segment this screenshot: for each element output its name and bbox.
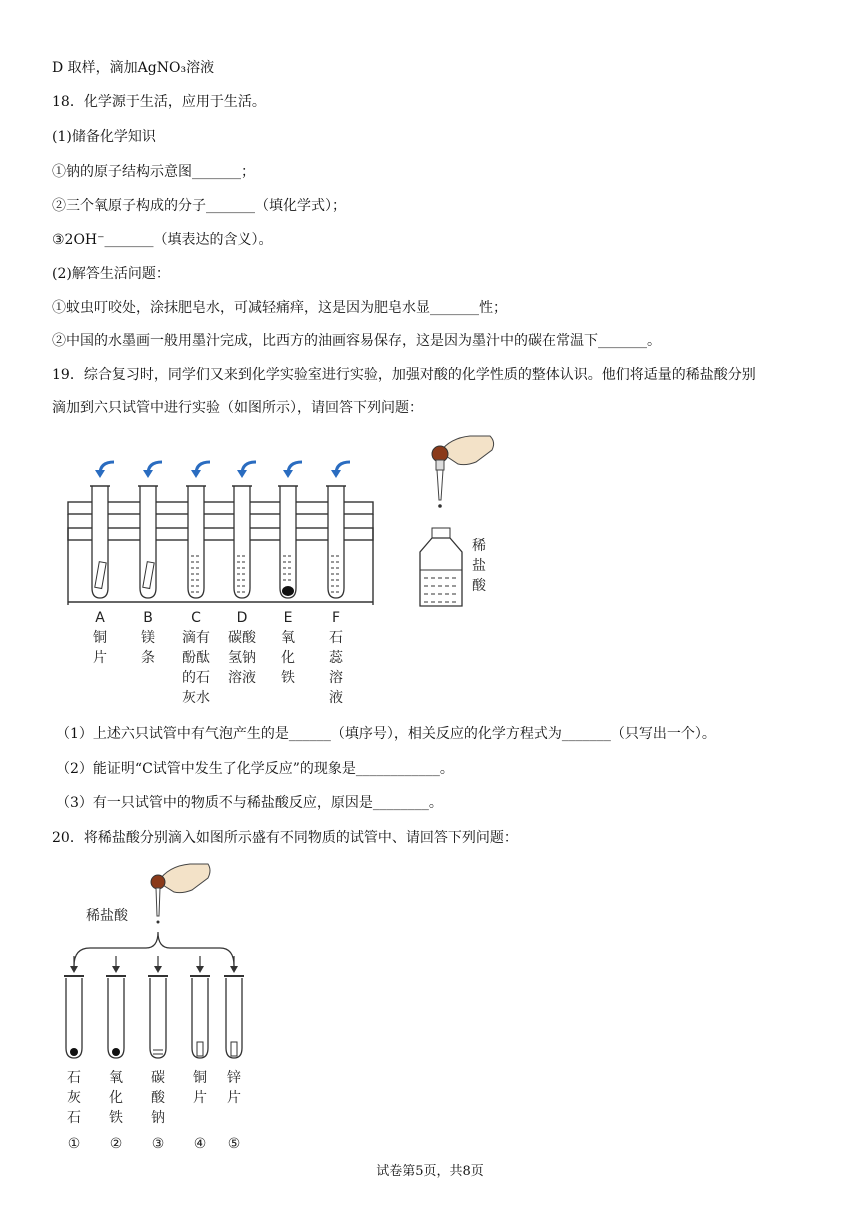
q20-tube-label: 石 xyxy=(67,1070,81,1086)
q20-tube-label: 碳 xyxy=(151,1070,165,1086)
q19-tube-letter: A xyxy=(95,610,105,626)
q19-rack xyxy=(68,502,373,605)
q19-tube-label: 条 xyxy=(141,650,155,666)
q20-tube-number: ④ xyxy=(193,1136,207,1152)
q19-tube-label: 化 xyxy=(281,650,295,666)
q20-tube-number: ① xyxy=(67,1136,81,1152)
q20-tube-number: ⑤ xyxy=(227,1136,241,1152)
q18-item-4: ①蚊虫叮咬处，涂抹肥皂水，可减轻痛痒，这是因为肥皂水显_______性； xyxy=(52,300,507,316)
q20-tube-label: 铜 xyxy=(193,1070,207,1086)
q18-part1-title: (1)储备化学知识 xyxy=(52,129,156,145)
acid-bottle-icon xyxy=(420,528,462,606)
hand-dropper-icon xyxy=(432,436,494,508)
q18-item-1: ①钠的原子结构示意图_______； xyxy=(52,164,255,180)
q19-question-1: （1）上述六只试管中有气泡产生的是______（填序号），相关反应的化学方程式为_______（只写出一个）。 xyxy=(56,726,716,742)
q20-tube-label: 铁 xyxy=(109,1110,123,1126)
q20-tube-5 xyxy=(224,956,244,1058)
q20-tube-label: 片 xyxy=(193,1090,207,1106)
q19-tube-label: 滴有 xyxy=(182,630,210,646)
q19-tube-label: 碳酸 xyxy=(228,630,256,646)
q20-tube-4 xyxy=(190,956,210,1058)
q19-tube-letter: C xyxy=(191,610,201,626)
q18-item-3: ③2OH⁻_______（填表达的含义）。 xyxy=(52,232,273,248)
q19-tube-label: 溶液 xyxy=(228,670,256,686)
q18-part2-title: (2)解答生活问题： xyxy=(52,266,170,282)
q20-reagent-label: 稀盐酸 xyxy=(86,908,128,924)
q20-tube-label: 酸 xyxy=(151,1090,165,1106)
q19-question-3: （3）有一只试管中的物质不与稀盐酸反应，原因是________。 xyxy=(56,795,443,811)
q19-tube-A xyxy=(90,462,114,598)
q20-tube-label: 钠 xyxy=(151,1110,165,1126)
q20-tube-3 xyxy=(148,956,168,1058)
q20-tube-label: 石 xyxy=(67,1110,81,1126)
q19-tube-label: 片 xyxy=(93,650,107,666)
q19-tube-letter: F xyxy=(331,610,341,626)
q19-tube-C xyxy=(186,462,210,598)
q19-tube-D xyxy=(232,462,256,598)
q19-stem-line2: 滴加到六只试管中进行实验（如图所示），请回答下列问题： xyxy=(52,400,423,416)
q19-tube-label: 石 xyxy=(329,630,343,646)
hand-dropper-icon xyxy=(151,864,210,924)
q19-tube-label: 灰水 xyxy=(182,690,210,706)
q19-tube-letter: D xyxy=(236,610,248,626)
q19-tube-label: 溶 xyxy=(329,670,343,686)
q18-stem: 18．化学源于生活，应用于生活。 xyxy=(52,94,266,110)
q19-tube-label: 氧 xyxy=(281,630,295,646)
q20-tube-number: ② xyxy=(109,1136,123,1152)
q20-figure xyxy=(50,860,280,1160)
q19-tube-label: 液 xyxy=(329,690,343,706)
q19-tube-label: 铁 xyxy=(281,670,295,686)
q20-tube-label: 锌 xyxy=(227,1070,241,1086)
q19-tube-B xyxy=(138,462,162,598)
q18-item-2: ②三个氧原子构成的分子_______（填化学式）； xyxy=(52,198,346,214)
q19-tube-label: 氢钠 xyxy=(228,650,256,666)
page-footer: 试卷第5页，共8页 xyxy=(376,1164,484,1179)
q17-option-d: D 取样，滴加AgNO₃溶液 xyxy=(52,60,215,76)
q20-tube-label: 灰 xyxy=(67,1090,81,1106)
q19-stem-line1: 19．综合复习时，同学们又来到化学实验室进行实验，加强对酸的化学性质的整体认识。他们将适量的稀盐酸分别 xyxy=(52,367,756,383)
q20-tube-1 xyxy=(64,956,84,1058)
bottle-label-2: 盐 xyxy=(472,558,486,574)
q19-tube-letter: B xyxy=(143,610,153,626)
q20-tube-label: 氧 xyxy=(109,1070,123,1086)
q19-tube-label: 铜 xyxy=(93,630,107,646)
q19-rack-figure xyxy=(60,440,390,710)
bottle-label-3: 酸 xyxy=(472,578,486,594)
q19-question-2: （2）能证明“C试管中发生了化学反应”的现象是____________。 xyxy=(56,761,454,777)
q19-tube-F xyxy=(326,462,350,598)
q19-tube-E xyxy=(278,462,302,598)
q20-tube-label: 片 xyxy=(227,1090,241,1106)
q19-tube-label: 的石 xyxy=(182,670,210,686)
q19-tube-letter: E xyxy=(283,610,293,626)
q19-tube-label: 蕊 xyxy=(329,650,343,666)
q20-tube-2 xyxy=(106,956,126,1058)
q19-tube-label: 酚酞 xyxy=(182,650,210,666)
q19-dropper-bottle-figure xyxy=(410,430,510,610)
q18-item-5: ②中国的水墨画一般用墨汁完成，比西方的油画容易保存，这是因为墨汁中的碳在常温下_______。 xyxy=(52,333,661,349)
q20-tube-label: 化 xyxy=(109,1090,123,1106)
q20-tube-number: ③ xyxy=(151,1136,165,1152)
q20-stem: 20．将稀盐酸分别滴入如图所示盛有不同物质的试管中、请回答下列问题： xyxy=(52,830,518,846)
q19-tube-label: 镁 xyxy=(141,630,155,646)
bottle-label-1: 稀 xyxy=(472,538,486,554)
